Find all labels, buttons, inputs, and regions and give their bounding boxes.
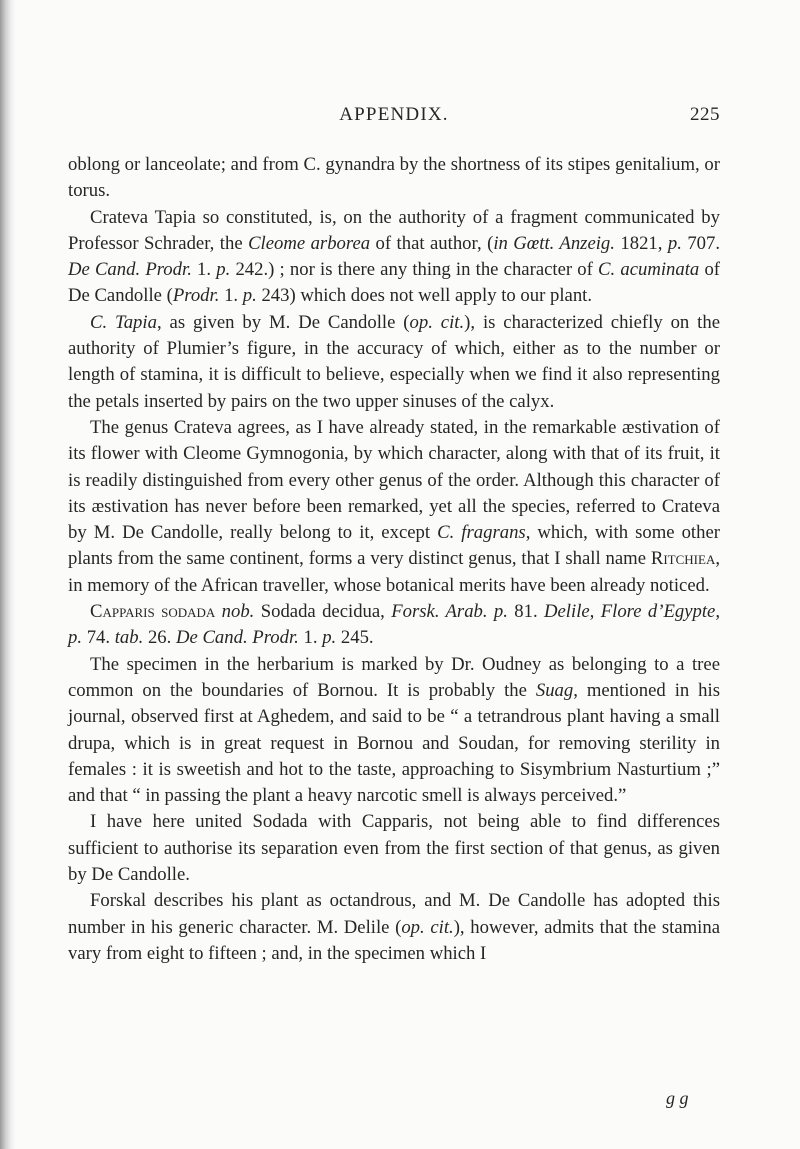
paragraph	[68, 205, 720, 310]
italic-text: Forsk. Arab. p.	[391, 601, 508, 623]
text-run: 243) which does not well apply to our plant.	[256, 285, 593, 307]
text-run: Crateva Tapia so constituted, is, on the authority of a fragment communicated by Professor Schrader, the	[68, 206, 720, 254]
italic-text: p.	[216, 259, 231, 281]
italic-text: C. Tapia	[90, 311, 157, 333]
italic-text: Cleome arborea	[248, 232, 371, 254]
paragraph	[68, 415, 720, 599]
body-text	[68, 152, 720, 967]
paragraph	[68, 809, 720, 888]
text-run: Forskal describes his plant as octandrous, and M. De Candolle has adopted this number in his generic character. M. Delile (	[68, 890, 720, 938]
italic-text: De Cand. Prodr.	[68, 259, 192, 281]
italic-text: in Gœtt. Anzeig.	[493, 232, 615, 254]
page-number: 225	[690, 104, 720, 125]
binding-shadow	[0, 0, 16, 1149]
text-run: The specimen in the herbarium is marked by Dr. Oudney as belonging to a tree common on the boundaries of Bornou. It is probably the	[68, 653, 720, 701]
paragraph	[68, 152, 720, 205]
text-run: 1.	[298, 627, 323, 649]
text-run: 245.	[336, 627, 374, 649]
italic-text: tab.	[114, 627, 144, 649]
small-caps-text: Ritchiea	[650, 548, 716, 570]
text-run: 1821,	[614, 232, 668, 254]
text-run: 81.	[507, 601, 545, 623]
text-run: ), however, admits that the stamina vary from eight to fifteen ; and, in the specimen which I	[68, 916, 720, 964]
paragraph	[68, 599, 720, 652]
text-run: Sodada decidua,	[254, 601, 392, 623]
text-run: 242.) ; nor is there any thing in the character of	[230, 259, 599, 281]
text-run: 1.	[219, 285, 243, 307]
paragraph	[68, 310, 720, 415]
running-head-title: APPENDIX.	[339, 104, 449, 125]
text-run: of De Candolle (	[68, 259, 721, 307]
paragraph	[68, 652, 720, 810]
italic-text: nob.	[221, 601, 255, 623]
italic-text: p.	[242, 285, 257, 307]
signature-mark: g g	[666, 1088, 689, 1108]
italic-text: De Cand. Prodr.	[175, 627, 299, 649]
small-caps-text: Capparis sodada	[90, 601, 216, 623]
text-run: of that author, (	[370, 232, 494, 254]
text-run: , as given by M. De Candolle (	[156, 311, 410, 333]
paragraph	[68, 888, 720, 967]
italic-text: C. fragrans	[437, 522, 526, 544]
running-head	[68, 104, 720, 130]
italic-text: op. cit.	[409, 311, 465, 333]
text-run: 1.	[191, 259, 217, 281]
italic-text: p.	[667, 232, 682, 254]
text-run: 26.	[143, 627, 176, 649]
italic-text: Prodr.	[172, 285, 220, 307]
italic-text: Suag	[535, 679, 574, 701]
italic-text: Delile, Flore d’Egypte, p.	[68, 601, 721, 649]
text-run: I have here united Sodada with Capparis, not being able to find differences sufficient to authorise its separation even from the first section of that genus, as given by De Candolle.	[68, 811, 720, 886]
text-run: The genus Crateva agrees, as I have already stated, in the remarkable æstivation of its flower with Cleome Gymnogonia, by which character, along with that of its fruit, it is readily distinguished from every other genus of the order. Although this character of its æstivation has never before been remarked, yet all the species, referred to Crateva by M. De Candolle, really belong to it, except	[68, 416, 720, 544]
italic-text: p.	[322, 627, 337, 649]
text-run: , mentioned in his journal, observed first at Aghedem, and said to be “ a tetrandrous plant having a small drupa, which is in great request in Bornou and Soudan, for removing sterility in females : it is sweetish and hot to the taste, approaching to Sisymbrium Nasturtium ;” and that “ in passing the plant a heavy narcotic smell is always perceived.”	[68, 679, 720, 807]
text-run: 707.	[681, 232, 721, 254]
text-run: ), is characterized chiefly on the authority of Plumier’s figure, in the accuracy of which, either as to the number or length of stamina, it is difficult to believe, especially when we find it also representing the petals inserted by pairs on the two upper sinuses of the calyx.	[68, 311, 721, 412]
text-run: oblong or lanceolate; and from C. gynandra by the shortness of its stipes genitalium, or torus.	[68, 154, 720, 202]
text-run: , in memory of the African traveller, whose botanical merits have been already noticed.	[68, 548, 720, 596]
text-run: , which, with some other plants from the same continent, forms a very distinct genus, that I shall name	[68, 522, 720, 570]
italic-text: C. acuminata	[598, 259, 700, 281]
italic-text: op. cit.	[401, 916, 454, 938]
text-run: 74.	[82, 627, 115, 649]
